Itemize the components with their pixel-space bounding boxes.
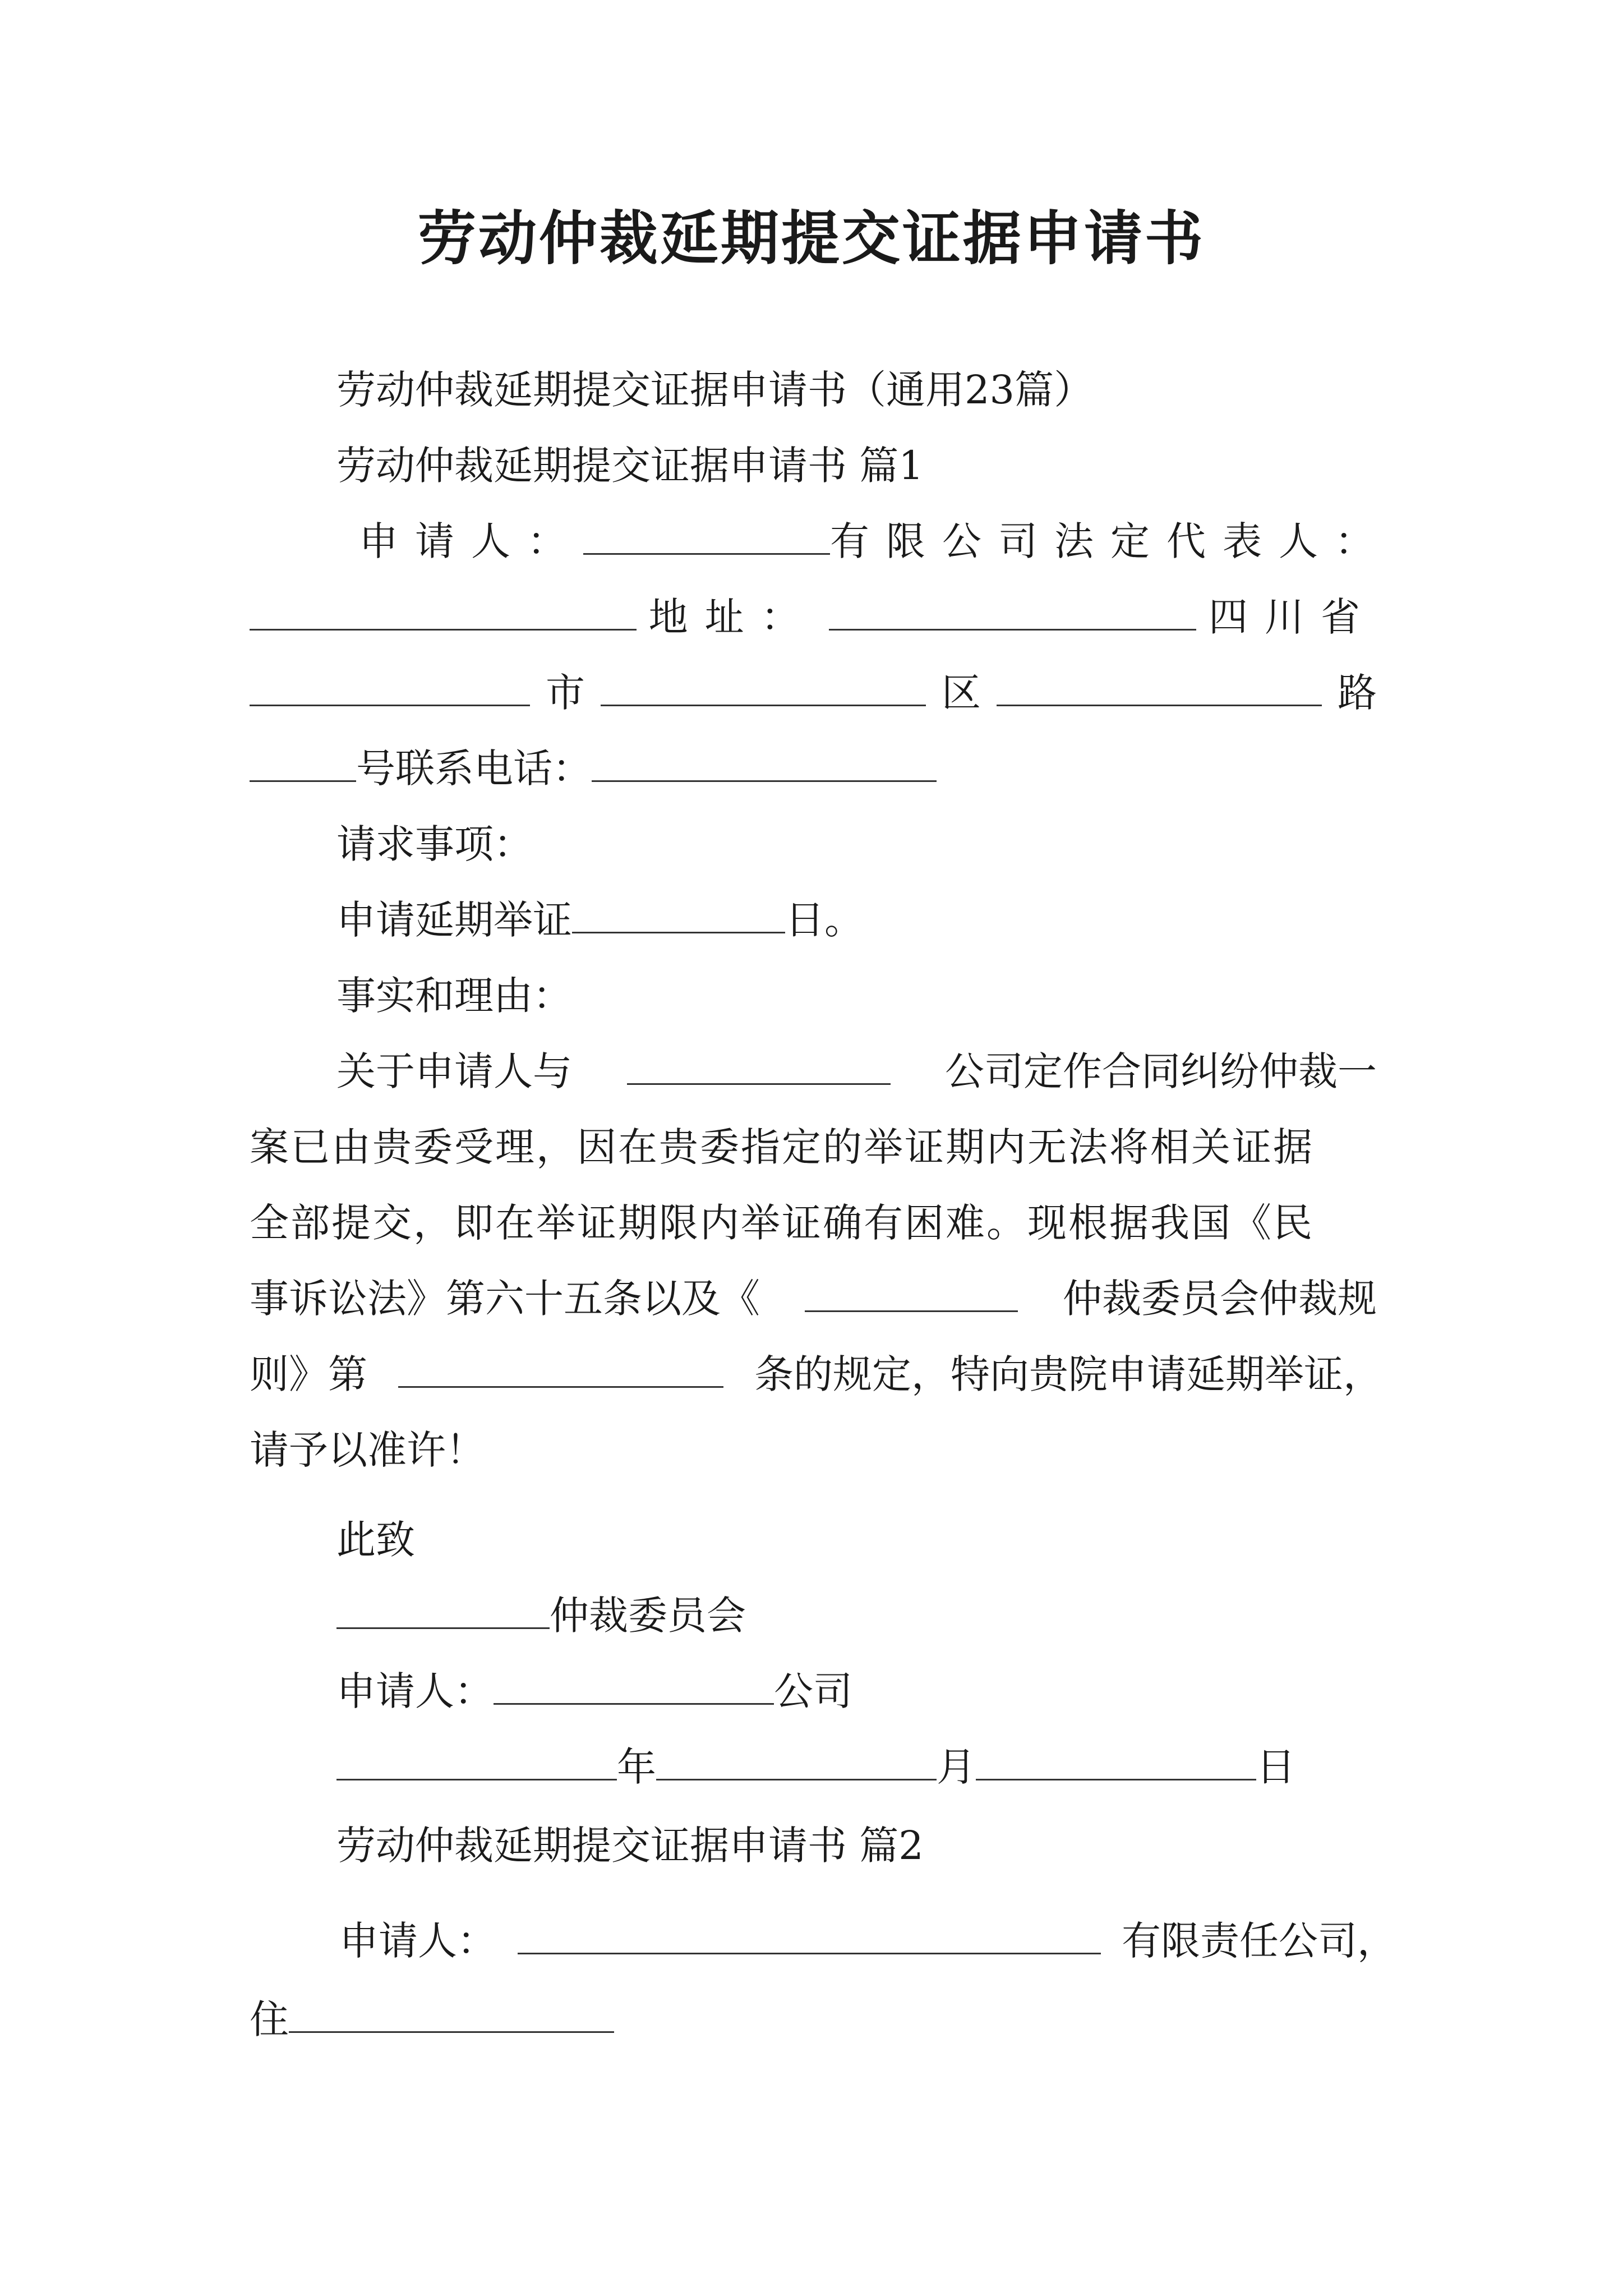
day-blank: [976, 1744, 1256, 1780]
committee-label: 仲裁委员会: [550, 1593, 746, 1639]
month-blank: [656, 1744, 937, 1780]
company-legal-rep-label: 有限公司法定代表人：: [830, 518, 1391, 564]
respondent-company-blank: [627, 1048, 891, 1085]
sign-company-blank: [494, 1668, 774, 1705]
year-label: 年: [617, 1744, 656, 1790]
applicant-blank: [583, 518, 830, 555]
city-district-line: [250, 668, 1377, 718]
road-label: 路: [1338, 670, 1377, 716]
facts-text: 则》第: [250, 1351, 367, 1397]
s2-residence-label: 住: [250, 1996, 289, 2042]
district-label: 区: [942, 670, 981, 716]
request-days-unit: 日。: [785, 897, 864, 943]
request-heading: 请求事项：: [336, 821, 533, 867]
signature-applicant-line: [336, 1666, 852, 1717]
facts-line-4: [250, 1273, 1377, 1324]
year-blank: [336, 1744, 617, 1780]
section1-heading: 劳动仲裁延期提交证据申请书 篇1: [336, 443, 924, 489]
committee-line: [336, 1590, 746, 1641]
salutation: 此致: [336, 1517, 415, 1563]
s2-company-blank: [518, 1918, 1101, 1954]
request-line: [336, 895, 864, 945]
section2-applicant-line: [339, 1916, 1396, 1966]
section2-heading: 劳动仲裁延期提交证据申请书 篇2: [336, 1823, 924, 1869]
arbitration-committee-blank: [805, 1276, 1018, 1312]
document-title: 劳动仲裁延期提交证据申请书: [417, 204, 1205, 273]
city-blank: [601, 670, 926, 706]
article-number-blank: [398, 1351, 723, 1388]
facts-text: 事诉讼法》第六十五条以及《: [250, 1276, 760, 1322]
address-line: [250, 592, 1377, 642]
month-label: 月: [937, 1744, 976, 1790]
facts-heading: 事实和理由：: [336, 973, 572, 1019]
request-text: 申请延期举证: [336, 897, 572, 943]
facts-text: 仲裁委员会仲裁规: [1063, 1276, 1377, 1322]
facts-text: 公司定作合同纠纷仲裁一: [945, 1048, 1377, 1094]
facts-line-5: [250, 1349, 1382, 1400]
phone-blank: [592, 746, 937, 782]
section2-residence-line: [250, 1994, 614, 2045]
province-blank: [250, 670, 530, 706]
day-label: 日: [1256, 1744, 1295, 1790]
legal-rep-blank: [250, 594, 637, 631]
applicant-label: 申请人：: [359, 518, 583, 564]
request-days-blank: [572, 897, 785, 933]
committee-name-blank: [336, 1593, 550, 1629]
sign-company-label: 公司: [774, 1668, 852, 1714]
facts-text: 关于申请人与: [336, 1048, 572, 1094]
s2-residence-blank: [289, 1996, 614, 2033]
province-label: 四川省: [1208, 594, 1377, 640]
address-label: 地址：: [648, 594, 817, 640]
facts-line-1: [336, 1046, 1377, 1097]
s2-applicant-label: 申请人：: [339, 1918, 496, 1964]
date-line: [336, 1742, 1295, 1792]
city-label: 市: [546, 670, 585, 716]
facts-line-3: 全部提交，即在举证期限内举证确有困难。现根据我国《民: [250, 1200, 1314, 1246]
phone-label: 号联系电话：: [356, 746, 592, 792]
sign-applicant-label: 申请人：: [336, 1668, 494, 1714]
facts-text: 条的规定，特向贵院申请延期举证，: [754, 1351, 1382, 1397]
s2-company-label: 有限责任公司，: [1122, 1918, 1396, 1964]
document-subtitle: 劳动仲裁延期提交证据申请书（通用23篇）: [336, 367, 1094, 413]
facts-line-6: 请予以准许！: [250, 1427, 485, 1473]
address-blank: [829, 594, 1196, 631]
road-number-blank: [250, 746, 356, 782]
facts-line-2: 案已由贵委受理，因在贵委指定的举证期内无法将相关证据: [250, 1124, 1314, 1170]
district-blank: [997, 670, 1322, 706]
phone-line: [250, 743, 937, 794]
applicant-line: [359, 516, 1391, 567]
